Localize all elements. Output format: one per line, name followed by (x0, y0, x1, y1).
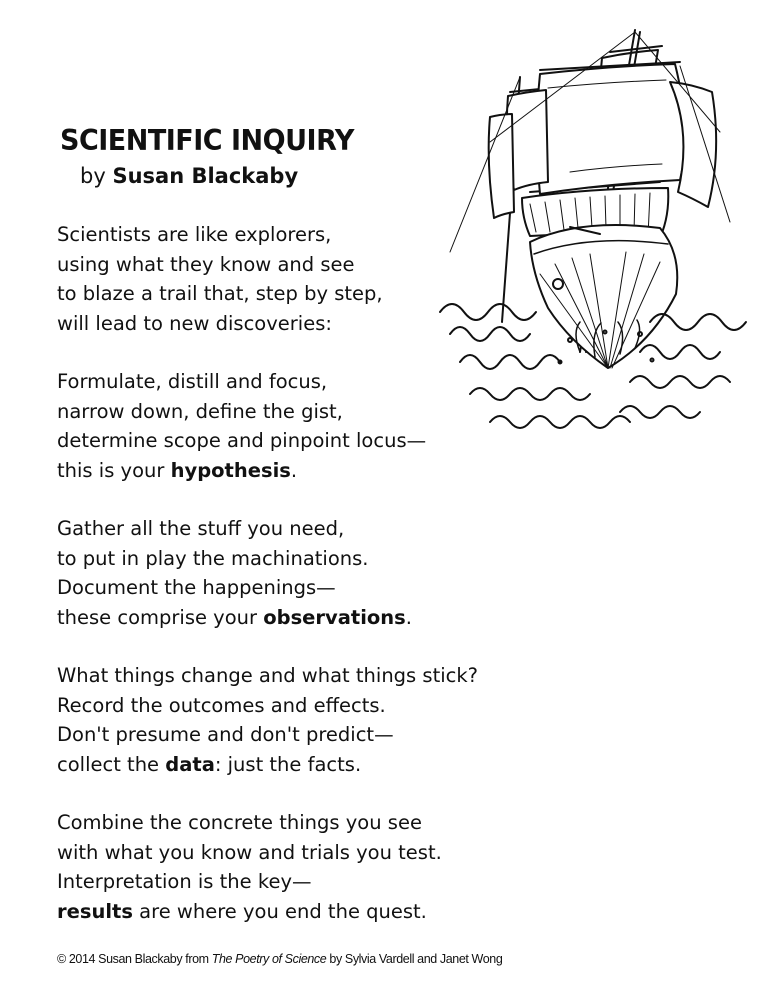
line-text: these comprise your (57, 605, 264, 629)
poem-line (57, 808, 497, 838)
author-name: Susan Blackaby (112, 164, 299, 188)
line-text: Combine the concrete things you see (57, 811, 422, 834)
line-text: narrow down, define the gist, (57, 399, 343, 423)
line-text: to blaze a trail that, step by step, (57, 282, 383, 305)
book-title: The Poetry of Science (211, 952, 327, 966)
poem-line (57, 838, 497, 868)
poem-line (57, 456, 497, 486)
stanza (57, 808, 497, 926)
poem-line (57, 573, 497, 603)
line-text: Don't presume and don't predict— (57, 723, 394, 746)
copyright-credit (57, 952, 502, 966)
line-text: using what they know and see (57, 252, 355, 276)
poem-body (57, 220, 497, 955)
credit-after: by Sylvia Vardell and Janet Wong (326, 952, 503, 966)
poem-line (57, 691, 497, 721)
poem-line (57, 897, 497, 927)
stanza (57, 220, 497, 338)
poem-line (57, 867, 497, 897)
line-text: : just the facts. (214, 752, 362, 776)
line-text: Document the happenings— (57, 576, 336, 599)
poem-line (57, 367, 497, 397)
key-term: results (57, 899, 133, 923)
poem-line (57, 279, 497, 309)
poem-line (57, 309, 497, 339)
line-text: are where you end the quest. (132, 899, 427, 923)
poem-line (57, 397, 497, 427)
line-text: this is your (57, 458, 171, 482)
poem-line (57, 544, 497, 574)
poem-line (57, 603, 497, 633)
poem-title: SCIENTIFIC INQUIRY (60, 125, 354, 158)
poem-line (57, 750, 497, 780)
stanza (57, 367, 497, 485)
line-text: . (290, 458, 298, 482)
stanza (57, 661, 497, 779)
line-text: with what you know and trials you test. (57, 840, 442, 864)
line-text: will lead to new discoveries: (57, 311, 332, 335)
line-text: . (405, 605, 412, 629)
poem-line (57, 514, 497, 544)
line-text: What things change and what things stick? (57, 664, 479, 687)
byline (80, 164, 298, 188)
line-text: Interpretation is the key— (57, 870, 312, 893)
key-term: hypothesis (170, 458, 291, 482)
stanza (57, 514, 497, 632)
key-term: observations (263, 605, 406, 629)
poem-line (57, 250, 497, 280)
poem-line (57, 661, 497, 691)
line-text: Record the outcomes and effects. (57, 693, 386, 717)
line-text: Gather all the stuff you need, (57, 517, 345, 540)
line-text: Formulate, distill and focus, (57, 370, 328, 393)
line-text: collect the (57, 752, 166, 776)
key-term: data (165, 752, 215, 776)
poem-line (57, 720, 497, 750)
poem-line (57, 220, 497, 250)
byline-prefix: by (80, 164, 106, 188)
line-text: Scientists are like explorers, (57, 223, 332, 246)
line-text: determine scope and pinpoint locus— (57, 429, 427, 452)
line-text: to put in play the machinations. (57, 546, 369, 570)
poem-line (57, 426, 497, 456)
credit-before: © 2014 Susan Blackaby from (57, 952, 212, 966)
